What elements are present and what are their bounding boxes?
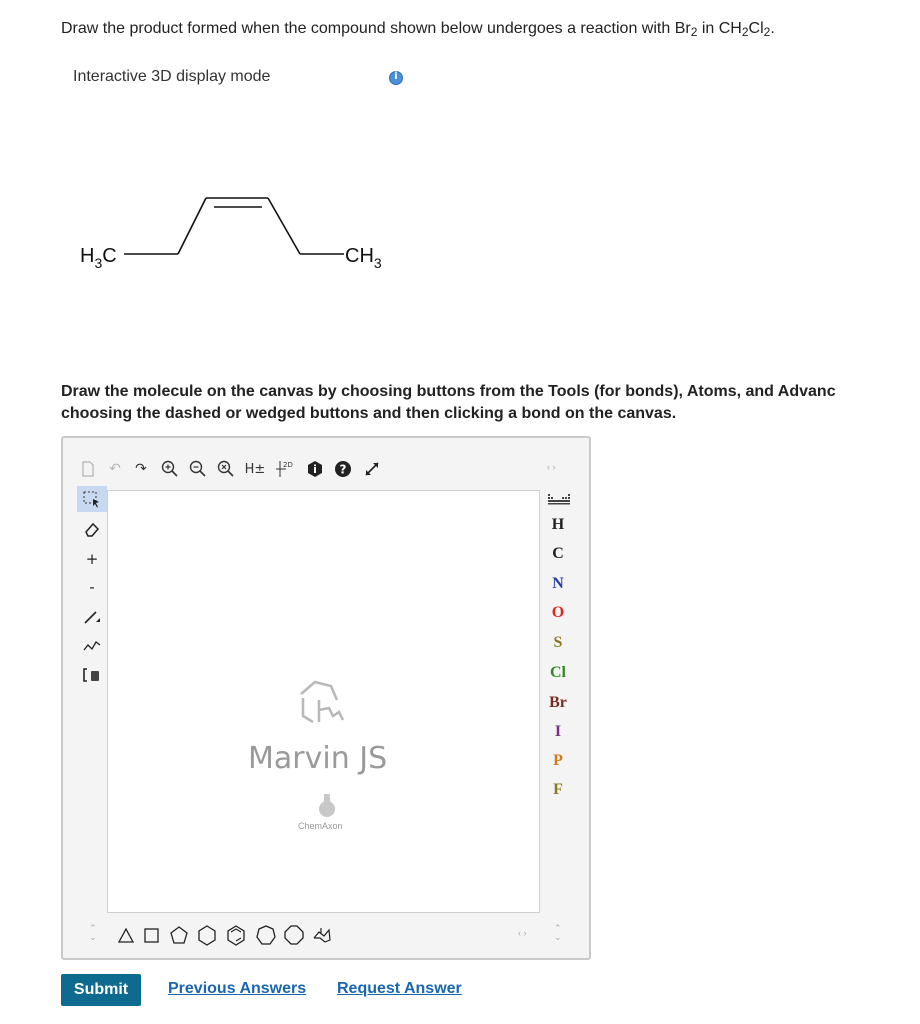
eraser-tool-icon[interactable] <box>77 516 107 542</box>
instruction-line-2: choosing the dashed or wedged buttons and then clicking a bond on the canvas. <box>61 405 677 422</box>
toolbar-scroll-icon[interactable]: ‹ › <box>547 462 556 472</box>
square-ring-icon[interactable] <box>143 924 161 946</box>
display-mode-label: Interactive 3D display mode <box>73 68 271 85</box>
octagon-ring-icon[interactable] <box>283 924 305 946</box>
question-text: Draw the product formed when the compound shown below undergoes a reaction with $Br_2$ in $CH_2Cl_2$. <box>61 20 775 39</box>
atom-button-F[interactable]: F <box>553 781 563 798</box>
chair-conformation-icon[interactable] <box>311 924 333 946</box>
svg-text:?: ? <box>339 462 347 477</box>
bracket-tool-icon[interactable] <box>77 662 107 688</box>
bond-3 <box>268 198 300 254</box>
shapes-scroll-left-icon[interactable]: ⌃ ⌄ <box>89 923 97 942</box>
increase-charge-button[interactable]: + <box>85 550 99 568</box>
marvin-editor <box>61 436 591 960</box>
undo-icon[interactable]: ↶ <box>109 461 121 477</box>
hydrogen-toggle-button[interactable]: H± <box>244 461 266 477</box>
zoom-in-icon[interactable] <box>158 456 182 482</box>
submit-button[interactable]: Submit <box>61 974 141 1006</box>
atoms-scroll-icon[interactable]: ⌃ ⌄ <box>554 923 562 942</box>
atom-button-I[interactable]: I <box>554 723 562 740</box>
atom-button-N[interactable]: N <box>552 575 564 592</box>
heptagon-ring-icon[interactable] <box>255 924 277 946</box>
decrease-charge-button[interactable]: - <box>89 578 95 596</box>
previous-answers-link[interactable]: Previous Answers <box>168 980 307 997</box>
clean-2d-button[interactable] <box>272 456 298 482</box>
chain-tool-icon[interactable] <box>77 632 107 658</box>
ring-templates <box>107 924 407 948</box>
atom-button-S[interactable]: S <box>553 634 563 651</box>
bond-2 <box>178 198 206 254</box>
triangle-ring-icon[interactable] <box>117 924 135 946</box>
drawing-canvas[interactable] <box>107 490 540 913</box>
left-methyl-label: $H_3C$ <box>80 245 117 271</box>
shapes-scroll-icon[interactable]: ‹ › <box>518 928 527 938</box>
right-methyl-label: $CH_3$ <box>345 245 382 271</box>
benzene-ring-icon[interactable] <box>225 924 247 946</box>
atom-button-Cl[interactable]: Cl <box>550 664 566 681</box>
help-icon[interactable] <box>332 456 354 482</box>
zoom-out-icon[interactable] <box>186 456 210 482</box>
periodic-table-icon[interactable] <box>547 492 571 504</box>
chemaxon-flask-icon <box>316 793 338 819</box>
atom-button-P[interactable]: P <box>553 752 563 769</box>
info-icon[interactable] <box>389 71 403 85</box>
molecule-info-icon[interactable] <box>304 456 326 482</box>
pentagon-ring-icon[interactable] <box>169 924 189 946</box>
request-answer-link[interactable]: Request Answer <box>337 980 462 997</box>
svg-text:2D: 2D <box>283 461 293 469</box>
fullscreen-icon[interactable] <box>360 456 384 482</box>
marvin-logo-icon <box>293 676 359 732</box>
select-tool-icon[interactable] <box>77 486 107 512</box>
redo-icon[interactable]: ↷ <box>135 461 147 477</box>
top-toolbar <box>78 456 408 482</box>
molecule-structure <box>0 150 920 300</box>
single-bond-tool-icon[interactable] <box>77 604 107 630</box>
zoom-fit-icon[interactable] <box>214 456 238 482</box>
atom-button-H[interactable]: H <box>551 516 565 533</box>
chemaxon-brand-text: ChemAxon <box>298 821 343 831</box>
atom-button-C[interactable]: C <box>552 545 564 562</box>
hexagon-ring-icon[interactable] <box>197 924 217 946</box>
instruction-text <box>61 381 920 425</box>
atom-button-O[interactable]: O <box>551 604 565 621</box>
instruction-line-1: Draw the molecule on the canvas by choosing buttons from the Tools (for bonds), Atoms, and Advanc <box>61 383 836 400</box>
new-document-icon[interactable] <box>78 456 98 482</box>
atom-button-Br[interactable]: Br <box>549 694 567 711</box>
marvin-logo-text: Marvin JS <box>248 741 388 776</box>
